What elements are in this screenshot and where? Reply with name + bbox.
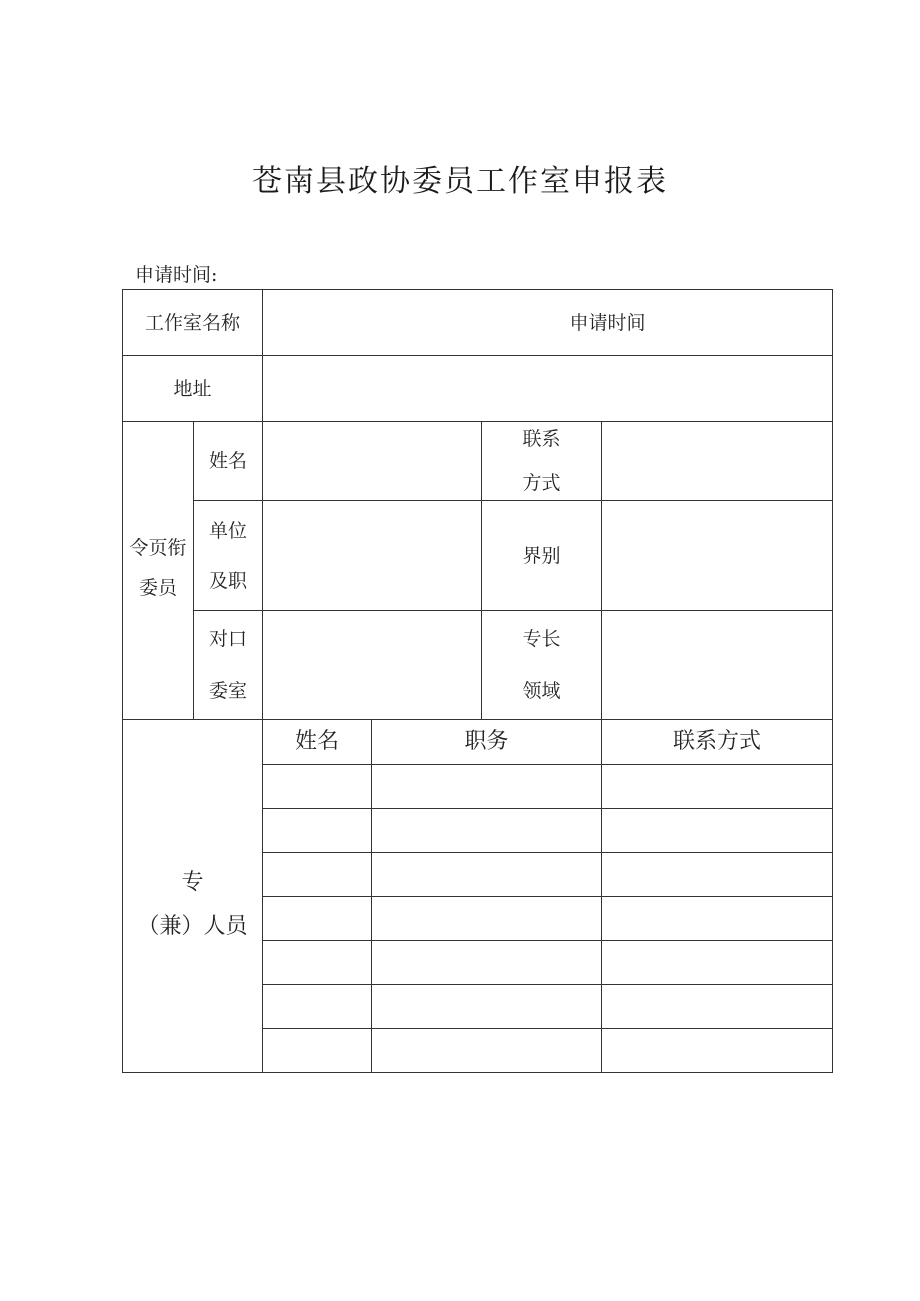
staff-header-contact: 联系方式: [672, 729, 761, 754]
committee-label-line1: 对口: [208, 628, 247, 650]
expertise-label-line1: 专长: [522, 628, 561, 650]
member-sector-label: 界别: [522, 544, 561, 567]
member-expertise-label: [482, 611, 601, 719]
member-name-field[interactable]: [263, 422, 481, 500]
address-label: 地址: [173, 377, 212, 400]
staff-label-line1: 专: [181, 870, 204, 895]
member-contact-label: [482, 422, 601, 500]
staff-row[interactable]: [263, 1029, 832, 1072]
lead-member-group-label: [123, 422, 193, 719]
lead-member-label-line2: 委员: [138, 576, 177, 599]
expertise-label-line2: 领域: [522, 680, 561, 702]
studio-name-value: 申请时间: [569, 311, 646, 334]
studio-name-label: 工作室名称: [144, 311, 240, 334]
unit-label-line1: 单位: [208, 519, 247, 542]
table-border-right: [832, 289, 833, 1073]
member-contact-field[interactable]: [602, 422, 832, 500]
staff-row[interactable]: [263, 765, 832, 808]
staff-header-position: 职务: [464, 729, 509, 754]
staff-row[interactable]: [263, 985, 832, 1028]
member-name-label: 姓名: [208, 450, 247, 472]
committee-label-line2: 委室: [208, 680, 247, 702]
address-field[interactable]: [263, 356, 832, 421]
staff-label-line2: （兼）人员: [137, 914, 248, 939]
member-expertise-field[interactable]: [602, 611, 832, 719]
staff-group-label: [123, 720, 262, 1072]
staff-header-name: 姓名: [294, 729, 339, 754]
staff-row[interactable]: [263, 897, 832, 940]
member-committee-field[interactable]: [263, 611, 481, 719]
member-unit-label: [194, 501, 262, 610]
unit-label-line2: 及职: [208, 569, 247, 592]
staff-row[interactable]: [263, 853, 832, 896]
document-title: 苍南县政协委员工作室申报表: [252, 164, 668, 199]
table-border-bottom: [122, 1072, 833, 1073]
member-committee-label: [194, 611, 262, 719]
staff-row[interactable]: [263, 941, 832, 984]
application-date-label: 申请时间:: [135, 264, 218, 286]
staff-row[interactable]: [263, 809, 832, 852]
lead-member-label-line1: 令页衔: [129, 536, 187, 559]
contact-label-line1: 联系: [522, 428, 561, 450]
member-sector-field[interactable]: [602, 501, 832, 610]
member-unit-field[interactable]: [263, 501, 481, 610]
contact-label-line2: 方式: [522, 472, 561, 494]
